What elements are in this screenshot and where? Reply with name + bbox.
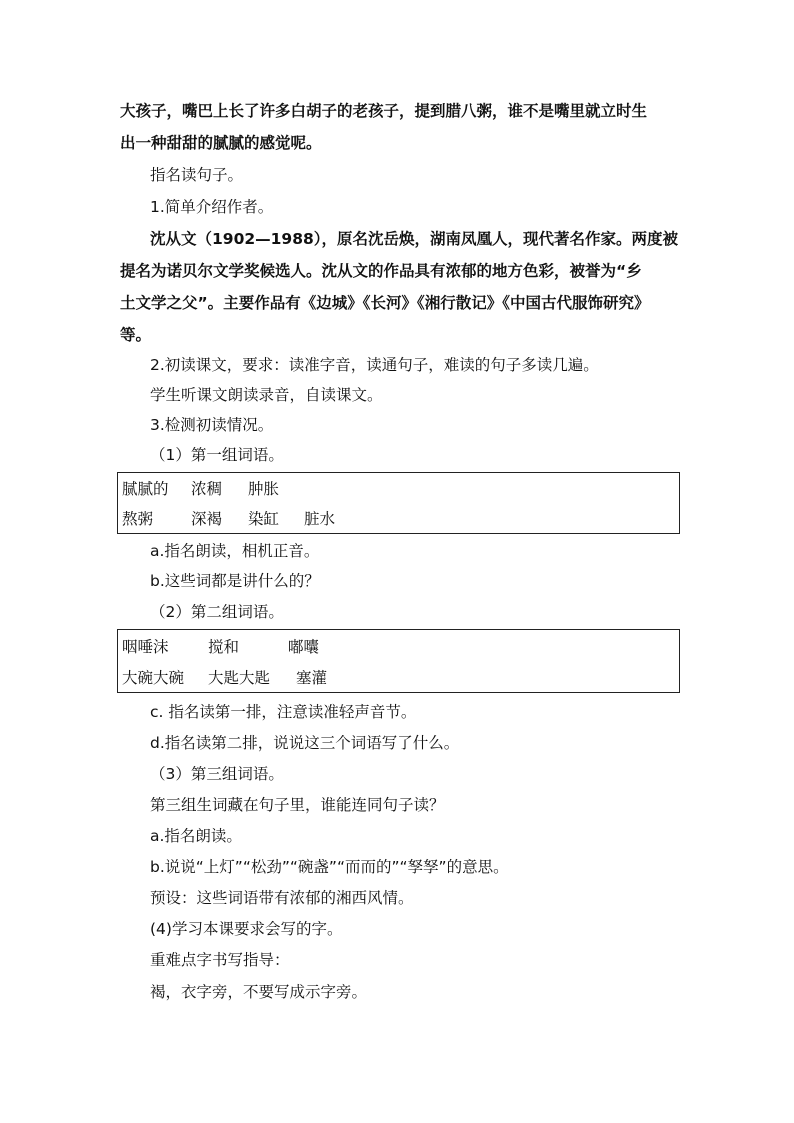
paragraph-line: （2）第二组词语。: [150, 603, 284, 621]
paragraph-line: 学生听课文朗读录音，自读课文。: [150, 386, 383, 404]
paragraph-line: 3.检测初读情况。: [150, 416, 274, 434]
paragraph-line: c. 指名读第一排，注意读准轻声音节。: [150, 703, 417, 721]
word-item: 脏水: [304, 510, 336, 528]
paragraph-line: d.指名读第二排，说说这三个词语写了什么。: [150, 734, 460, 752]
word-group-box-2: [117, 629, 680, 693]
paragraph-line: b.这些词都是讲什么的？: [150, 572, 320, 590]
word-item: 大碗大碗: [122, 669, 185, 687]
paragraph-line: 提名为诺贝尔文学奖候选人。沈从文的作品具有浓郁的地方色彩，被誉为“乡: [120, 262, 642, 280]
word-item: 嘟囔: [288, 638, 320, 656]
word-item: 染缸: [248, 510, 280, 528]
word-item: 深褐: [191, 510, 223, 528]
paragraph-line: （1）第一组词语。: [150, 446, 284, 464]
word-group-box-1: [117, 472, 680, 534]
paragraph-line: 第三组生词藏在句子里，谁能连同句子读？: [150, 796, 445, 814]
paragraph-line: 沈从文（1902—1988），原名沈岳焕，湖南凤凰人，现代著名作家。两度被: [150, 230, 679, 248]
paragraph-line: b.说说“上灯”“松劲”“碗盏”“而而的”“孥孥”的意思。: [150, 858, 509, 876]
paragraph-line: 等。: [120, 326, 152, 344]
paragraph-line: a.指名朗读。: [150, 827, 242, 845]
word-item: 肿胀: [248, 480, 280, 498]
paragraph-line: 出一种甜甜的腻腻的感觉呢。: [120, 134, 322, 152]
paragraph-line: 2.初读课文，要求：读准字音，读通句子，难读的句子多读几遍。: [150, 356, 599, 374]
paragraph-line: 土文学之父”。主要作品有《边城》《长河》《湘行散记》《中国古代服饰研究》: [120, 294, 650, 312]
word-item: 搅和: [208, 638, 240, 656]
word-item: 大匙大匙: [208, 669, 271, 687]
paragraph-line: 预设：这些词语带有浓郁的湘西风情。: [150, 889, 414, 907]
word-item: 咽唾沫: [122, 638, 169, 656]
word-item: 腻腻的: [122, 480, 169, 498]
paragraph-line: （3）第三组词语。: [150, 765, 284, 783]
paragraph-line: 1.简单介绍作者。: [150, 198, 274, 216]
word-item: 浓稠: [191, 480, 223, 498]
paragraph-line: 褐，衣字旁，不要写成示字旁。: [150, 983, 368, 1001]
paragraph-line: 重难点字书写指导：: [150, 951, 290, 969]
paragraph-line: (4)学习本课要求会写的字。: [150, 920, 343, 938]
paragraph-line: 大孩子，嘴巴上长了许多白胡子的老孩子，提到腊八粥，谁不是嘴里就立时生: [120, 102, 648, 120]
word-item: 塞灌: [296, 669, 328, 687]
paragraph-line: a.指名朗读，相机正音。: [150, 542, 320, 560]
word-item: 熬粥: [122, 510, 154, 528]
paragraph-line: 指名读句子。: [150, 166, 244, 184]
